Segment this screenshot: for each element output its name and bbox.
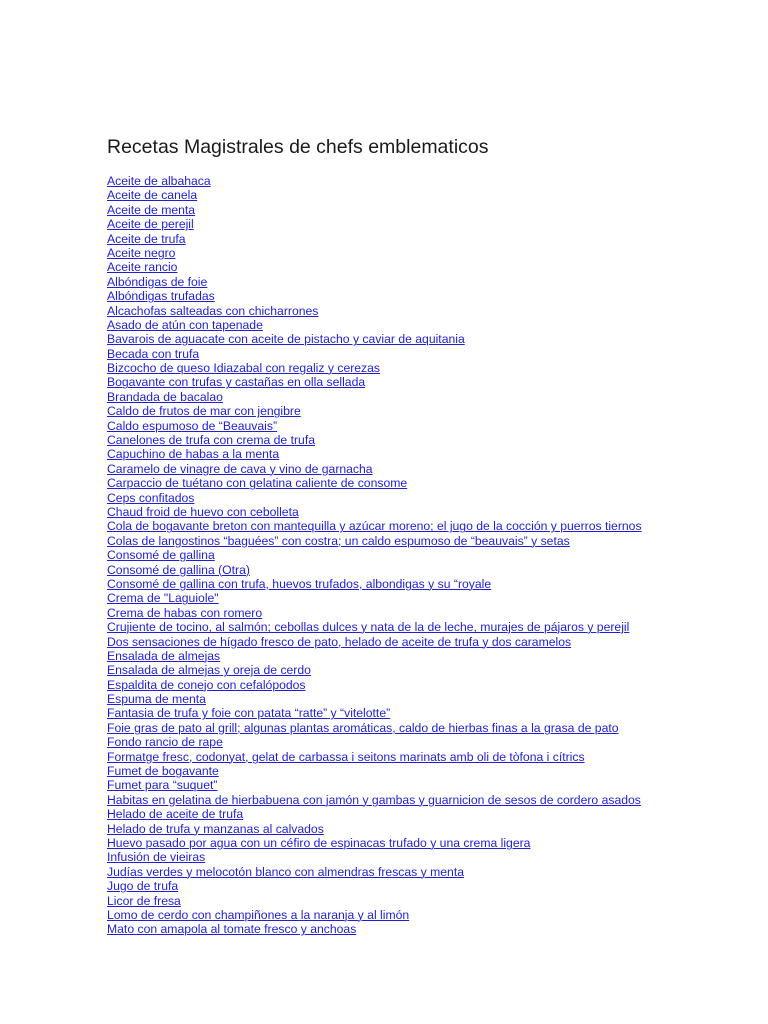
recipe-link[interactable]: Aceite de menta <box>107 202 196 217</box>
recipe-link[interactable]: Consomé de gallina con trufa, huevos trufados, albondigas y su “royale <box>107 576 492 591</box>
recipe-link[interactable]: Crema de habas con romero <box>107 605 263 620</box>
recipe-link[interactable]: Consomé de gallina (Otra) <box>107 562 250 577</box>
recipe-list-item <box>107 188 642 202</box>
recipe-list-item <box>107 318 642 332</box>
recipe-list-item <box>107 462 642 476</box>
recipe-link[interactable]: Licor de fresa <box>107 893 181 908</box>
recipe-link[interactable]: Aceite rancio <box>107 260 178 275</box>
recipe-link[interactable]: Bogavante con trufas y castañas en olla sellada <box>107 375 366 390</box>
recipe-link[interactable]: Fondo rancio de rape <box>107 735 223 750</box>
recipe-link[interactable]: Jugo de trufa <box>107 879 179 894</box>
recipe-list-item <box>107 836 642 850</box>
recipe-link[interactable]: Aceite de trufa <box>107 231 186 246</box>
recipe-list-item <box>107 332 642 346</box>
recipe-list-item <box>107 505 642 519</box>
recipe-link[interactable]: Aceite negro <box>107 245 176 260</box>
recipe-list-item <box>107 663 642 677</box>
recipe-link[interactable]: Fantasia de trufa y foie con patata “ratte” y “vitelotte” <box>107 706 391 721</box>
recipe-list-item <box>107 591 642 605</box>
recipe-list-item <box>107 304 642 318</box>
recipe-list-item <box>107 678 642 692</box>
recipe-link-list <box>107 174 642 937</box>
recipe-list-item <box>107 174 642 188</box>
recipe-list-item <box>107 361 642 375</box>
recipe-list-item <box>107 822 642 836</box>
recipe-link[interactable]: Asado de atún con tapenade <box>107 317 263 332</box>
recipe-list-item <box>107 649 642 663</box>
recipe-list-item <box>107 764 642 778</box>
recipe-list-item <box>107 908 642 922</box>
recipe-link[interactable]: Fumet para “suquet” <box>107 778 218 793</box>
recipe-link[interactable]: Ensalada de almejas <box>107 648 221 663</box>
recipe-link[interactable]: Caramelo de vinagre de cava y vino de garnacha <box>107 461 373 476</box>
recipe-link[interactable]: Formatge fresc, codonyat, gelat de carbassa i seitons marinats amb oli de tòfona i cítrics <box>107 749 585 764</box>
recipe-link[interactable]: Canelones de trufa con crema de trufa <box>107 433 315 448</box>
recipe-link[interactable]: Bavarois de aguacate con aceite de pistacho y caviar de aquitania <box>107 332 465 347</box>
recipe-link[interactable]: Albóndigas trufadas <box>107 289 215 304</box>
recipe-link[interactable]: Huevo pasado por agua con un céfiro de espinacas trufado y una crema ligera <box>107 835 531 850</box>
recipe-link[interactable]: Aceite de albahaca <box>107 174 211 188</box>
recipe-link[interactable]: Ceps confitados <box>107 490 195 505</box>
recipe-link[interactable]: Foie gras de pato al grill; algunas plantas aromáticas, caldo de hierbas finas a la grasa de pato <box>107 720 619 735</box>
recipe-link[interactable]: Consomé de gallina <box>107 548 215 563</box>
recipe-list-item <box>107 217 642 231</box>
recipe-link[interactable]: Alcachofas salteadas con chicharrones <box>107 303 319 318</box>
recipe-link[interactable]: Brandada de bacalao <box>107 389 223 404</box>
recipe-list-item <box>107 548 642 562</box>
recipe-list-item <box>107 620 642 634</box>
recipe-list-item <box>107 347 642 361</box>
recipe-list-item <box>107 232 642 246</box>
recipe-list-item <box>107 404 642 418</box>
recipe-list-item <box>107 894 642 908</box>
recipe-link[interactable]: Crema de "Laguiole" <box>107 591 219 606</box>
recipe-list-item <box>107 289 642 303</box>
recipe-link[interactable]: Espaldita de conejo con cefalópodos <box>107 677 306 692</box>
recipe-link[interactable]: Caldo espumoso de “Beauvais” <box>107 418 278 433</box>
recipe-link[interactable]: Dos sensaciones de hígado fresco de pato, helado de aceite de trufa y dos caramelos <box>107 634 572 649</box>
recipe-link[interactable]: Fumet de bogavante <box>107 764 219 779</box>
recipe-link[interactable]: Bizcocho de queso Idiazabal con regaliz y cerezas <box>107 361 381 376</box>
recipe-link[interactable]: Espuma de menta <box>107 692 206 707</box>
recipe-link[interactable]: Crujiente de tocino, al salmón; cebollas dulces y nata de la de leche, murajes de pájaros y perejil <box>107 620 630 635</box>
recipe-link[interactable]: Becada con trufa <box>107 346 200 361</box>
recipe-list-item <box>107 922 642 936</box>
recipe-link[interactable]: Habitas en gelatina de hierbabuena con jamón y gambas y guarnicion de sesos de cordero asados <box>107 792 641 807</box>
recipe-link[interactable]: Ensalada de almejas y oreja de cerdo <box>107 663 311 678</box>
recipe-list-item <box>107 260 642 274</box>
recipe-link[interactable]: Caldo de frutos de mar con jengibre <box>107 404 301 419</box>
recipe-link[interactable]: Judías verdes y melocotón blanco con almendras frescas y menta <box>107 864 465 879</box>
recipe-list-item <box>107 692 642 706</box>
document-title: Recetas Magistrales de chefs emblematicos <box>107 136 489 158</box>
recipe-list-item <box>107 793 642 807</box>
recipe-list-item <box>107 735 642 749</box>
recipe-list-item <box>107 721 642 735</box>
recipe-link[interactable]: Carpaccio de tuétano con gelatina caliente de consome <box>107 476 408 491</box>
recipe-list-item <box>107 246 642 260</box>
recipe-link[interactable]: Mato con amapola al tomate fresco y anchoas <box>107 922 357 937</box>
recipe-list-item <box>107 433 642 447</box>
recipe-link[interactable]: Albóndigas de foie <box>107 274 208 289</box>
recipe-list-item <box>107 577 642 591</box>
recipe-list-item <box>107 447 642 461</box>
recipe-list-item <box>107 419 642 433</box>
recipe-list-item <box>107 750 642 764</box>
recipe-link[interactable]: Lomo de cerdo con champiñones a la naranja y al limón <box>107 907 410 922</box>
recipe-link[interactable]: Aceite de canela <box>107 188 198 203</box>
recipe-link[interactable]: Infusión de vieiras <box>107 850 206 865</box>
recipe-link[interactable]: Cola de bogavante breton con mantequilla y azúcar moreno; el jugo de la cocción y puerros tiernos <box>107 519 642 534</box>
recipe-list-item <box>107 850 642 864</box>
recipe-list-item <box>107 606 642 620</box>
recipe-link[interactable]: Aceite de perejil <box>107 217 194 232</box>
recipe-list-item <box>107 203 642 217</box>
recipe-list-item <box>107 807 642 821</box>
recipe-list-item <box>107 275 642 289</box>
recipe-link[interactable]: Capuchino de habas a la menta <box>107 447 280 462</box>
recipe-list-item <box>107 476 642 490</box>
recipe-list-item <box>107 519 642 533</box>
recipe-list-item <box>107 865 642 879</box>
recipe-list-item <box>107 706 642 720</box>
recipe-list-item <box>107 390 642 404</box>
recipe-link[interactable]: Chaud froid de huevo con cebolleta <box>107 504 299 519</box>
recipe-link[interactable]: Helado de trufa y manzanas al calvados <box>107 821 324 836</box>
recipe-list-item <box>107 375 642 389</box>
recipe-list-item <box>107 534 642 548</box>
recipe-link[interactable]: Colas de langostinos “baguées” con costra; un caldo espumoso de “beauvais” y setas <box>107 533 570 548</box>
recipe-list-item <box>107 879 642 893</box>
recipe-list-item <box>107 563 642 577</box>
recipe-list-item <box>107 491 642 505</box>
recipe-link[interactable]: Helado de aceite de trufa <box>107 807 244 822</box>
recipe-list-item <box>107 778 642 792</box>
recipe-list-item <box>107 635 642 649</box>
